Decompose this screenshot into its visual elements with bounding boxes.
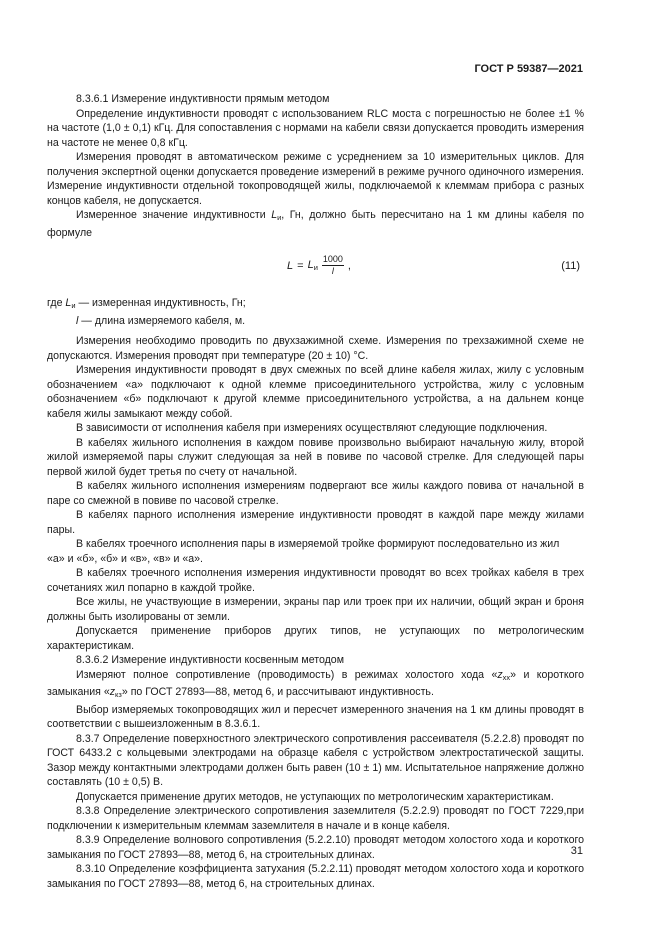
section-8-3-7: 8.3.7 Определение поверхностного электрического сопротивления рассеивателя (5.2.2.8) проводят по ГОСТ 6433.2 с кольцевыми электродами на образце кабеля с устройством электростатической защиты. Зазор между контактными электродами должен быть равен (10 ± 1) мм. Испытательное напряжение должно составлять (10 ± 0,5) В. <box>47 732 584 788</box>
paragraph: Допускается применение других методов, не уступающих по метрологическим характеристикам. <box>76 790 554 803</box>
paragraph: В кабелях троечного исполнения пары в измеряемой тройке формируют последовательно из жил <box>76 538 560 550</box>
paragraph: В кабелях парного исполнения измерение индуктивности проводят в каждой паре между жилами пары. <box>47 509 584 536</box>
paragraph: Все жилы, не участвующие в измерении, экраны пар или троек при их наличии, общий экран и броня должны быть изолированы от земли. <box>47 596 584 623</box>
section-8-3-10: 8.3.10 Определение коэффициента затухания (5.2.2.11) проводят методом холостого хода и короткого замыкания по ГОСТ 27893—88, метод 6, на строительных длинах. <box>47 863 584 890</box>
inductance-formula: L = $L_и$ $\frac{1000}{l}$ , <box>287 254 351 276</box>
paragraph: В кабелях жильного исполнения измерениям подвергают все жилы каждого повива от начальной в паре со смежной в повиве по часовой стрелке. <box>47 480 584 507</box>
section-8-3-9: 8.3.9 Определение волнового сопротивления (5.2.2.10) проводят методом холостого хода и короткого замыкания по ГОСТ 27893—88, метод 6, на строительных длинах. <box>47 834 584 861</box>
formula-number: (11) <box>561 260 580 272</box>
where-line-1: где $L_и$ — измеренная индуктивность, Гн; <box>47 297 246 310</box>
paragraph: В кабелях жильного исполнения в каждом повиве произвольно выбирают начальную жилу, второй жилой измеряемой пары служит следующая за ней в повиве по часовой стрелке. Для следующей пары первой жилой будет третья по счету от начальной. <box>47 436 584 478</box>
formula-11 <box>47 248 584 292</box>
paragraph-continuation: «а» и «б», «б» и «в», «в» и «а». <box>47 552 204 565</box>
section-8-3-6-2-title: 8.3.6.2 Измерение индуктивности косвенным методом <box>76 654 344 666</box>
paragraph: Измеряют полное сопротивление (проводимость) в режимах холостого хода «$z_{хх}$» и короткого замыкания «$z_{кз}$» по ГОСТ 27893—88, метод 6, и рассчитывают индуктивность. <box>47 668 584 699</box>
fraction: $\frac{1000}{l}$ <box>322 254 343 276</box>
section-8-3-8: 8.3.8 Определение электрического сопротивления заземлителя (5.2.2.9) проводят по ГОСТ 7229,при подключении к измерительным клеммам заземлителя в начале и в конце кабеля. <box>47 805 584 832</box>
standard-header: ГОСТ Р 59387—2021 <box>474 63 583 75</box>
page-number: 31 <box>570 845 583 857</box>
document-body <box>47 92 584 891</box>
paragraph: Измерения проводят в автоматическом режиме с усреднением за 10 измерительных циклов. Для получения экспертной оценки допускается проведение измерений в режиме ручного одиночного измерения. Измерение индуктивности отдельной токопроводящей жилы, подключаемой к клеммам прибора с разных концов кабеля, не допускается. <box>47 151 584 207</box>
paragraph: Измерения индуктивности проводят в двух смежных по всей длине кабеля жилах, жилу с условным обозначением «а» подключают к одной клемме присоединительного устройства, жилу с условным обозначением «б» подключают к другой клемме присоединительного устройства, а на дальнем конце кабеля жилы замыкают между собой. <box>47 364 584 420</box>
section-8-3-6-1-title: 8.3.6.1 Измерение индуктивности прямым методом <box>76 93 330 105</box>
paragraph: Допускается применение приборов других типов, не уступающих по метрологическим характеристикам. <box>47 625 584 652</box>
paragraph: В зависимости от исполнения кабеля при измерениях осуществляют следующие подключения. <box>76 422 548 434</box>
paragraph: Выбор измеряемых токопроводящих жил и пересчет измеренного значения на 1 км длины проводят в соответствии с вышеизложенным в 8.3.6.1. <box>47 703 584 730</box>
paragraph: Измерения необходимо проводить по двухзажимной схеме. Измерения по трехзажимной схеме не допускаются. Измерения проводят при температуре (20 ± 10) °С. <box>47 335 584 362</box>
paragraph: Измеренное значение индуктивности $L_и$, Гн, должно быть пересчитано на 1 км длины кабеля по формуле <box>47 209 584 239</box>
paragraph: В кабелях троечного исполнения измерения индуктивности проводят во всех тройках кабеля в трех сочетаниях жил попарно в каждой тройке. <box>47 567 584 594</box>
paragraph: Определение индуктивности проводят с использованием RLC моста с погрешностью не более ±1 % на частоте (1,0 ± 0,1) кГц. Для сопоставления с нормами на кабели связи допускается проводить измерения на частоте не менее 0,8 кГц. <box>47 107 584 149</box>
where-line-2: l — длина измеряемого кабеля, м. <box>76 314 246 327</box>
